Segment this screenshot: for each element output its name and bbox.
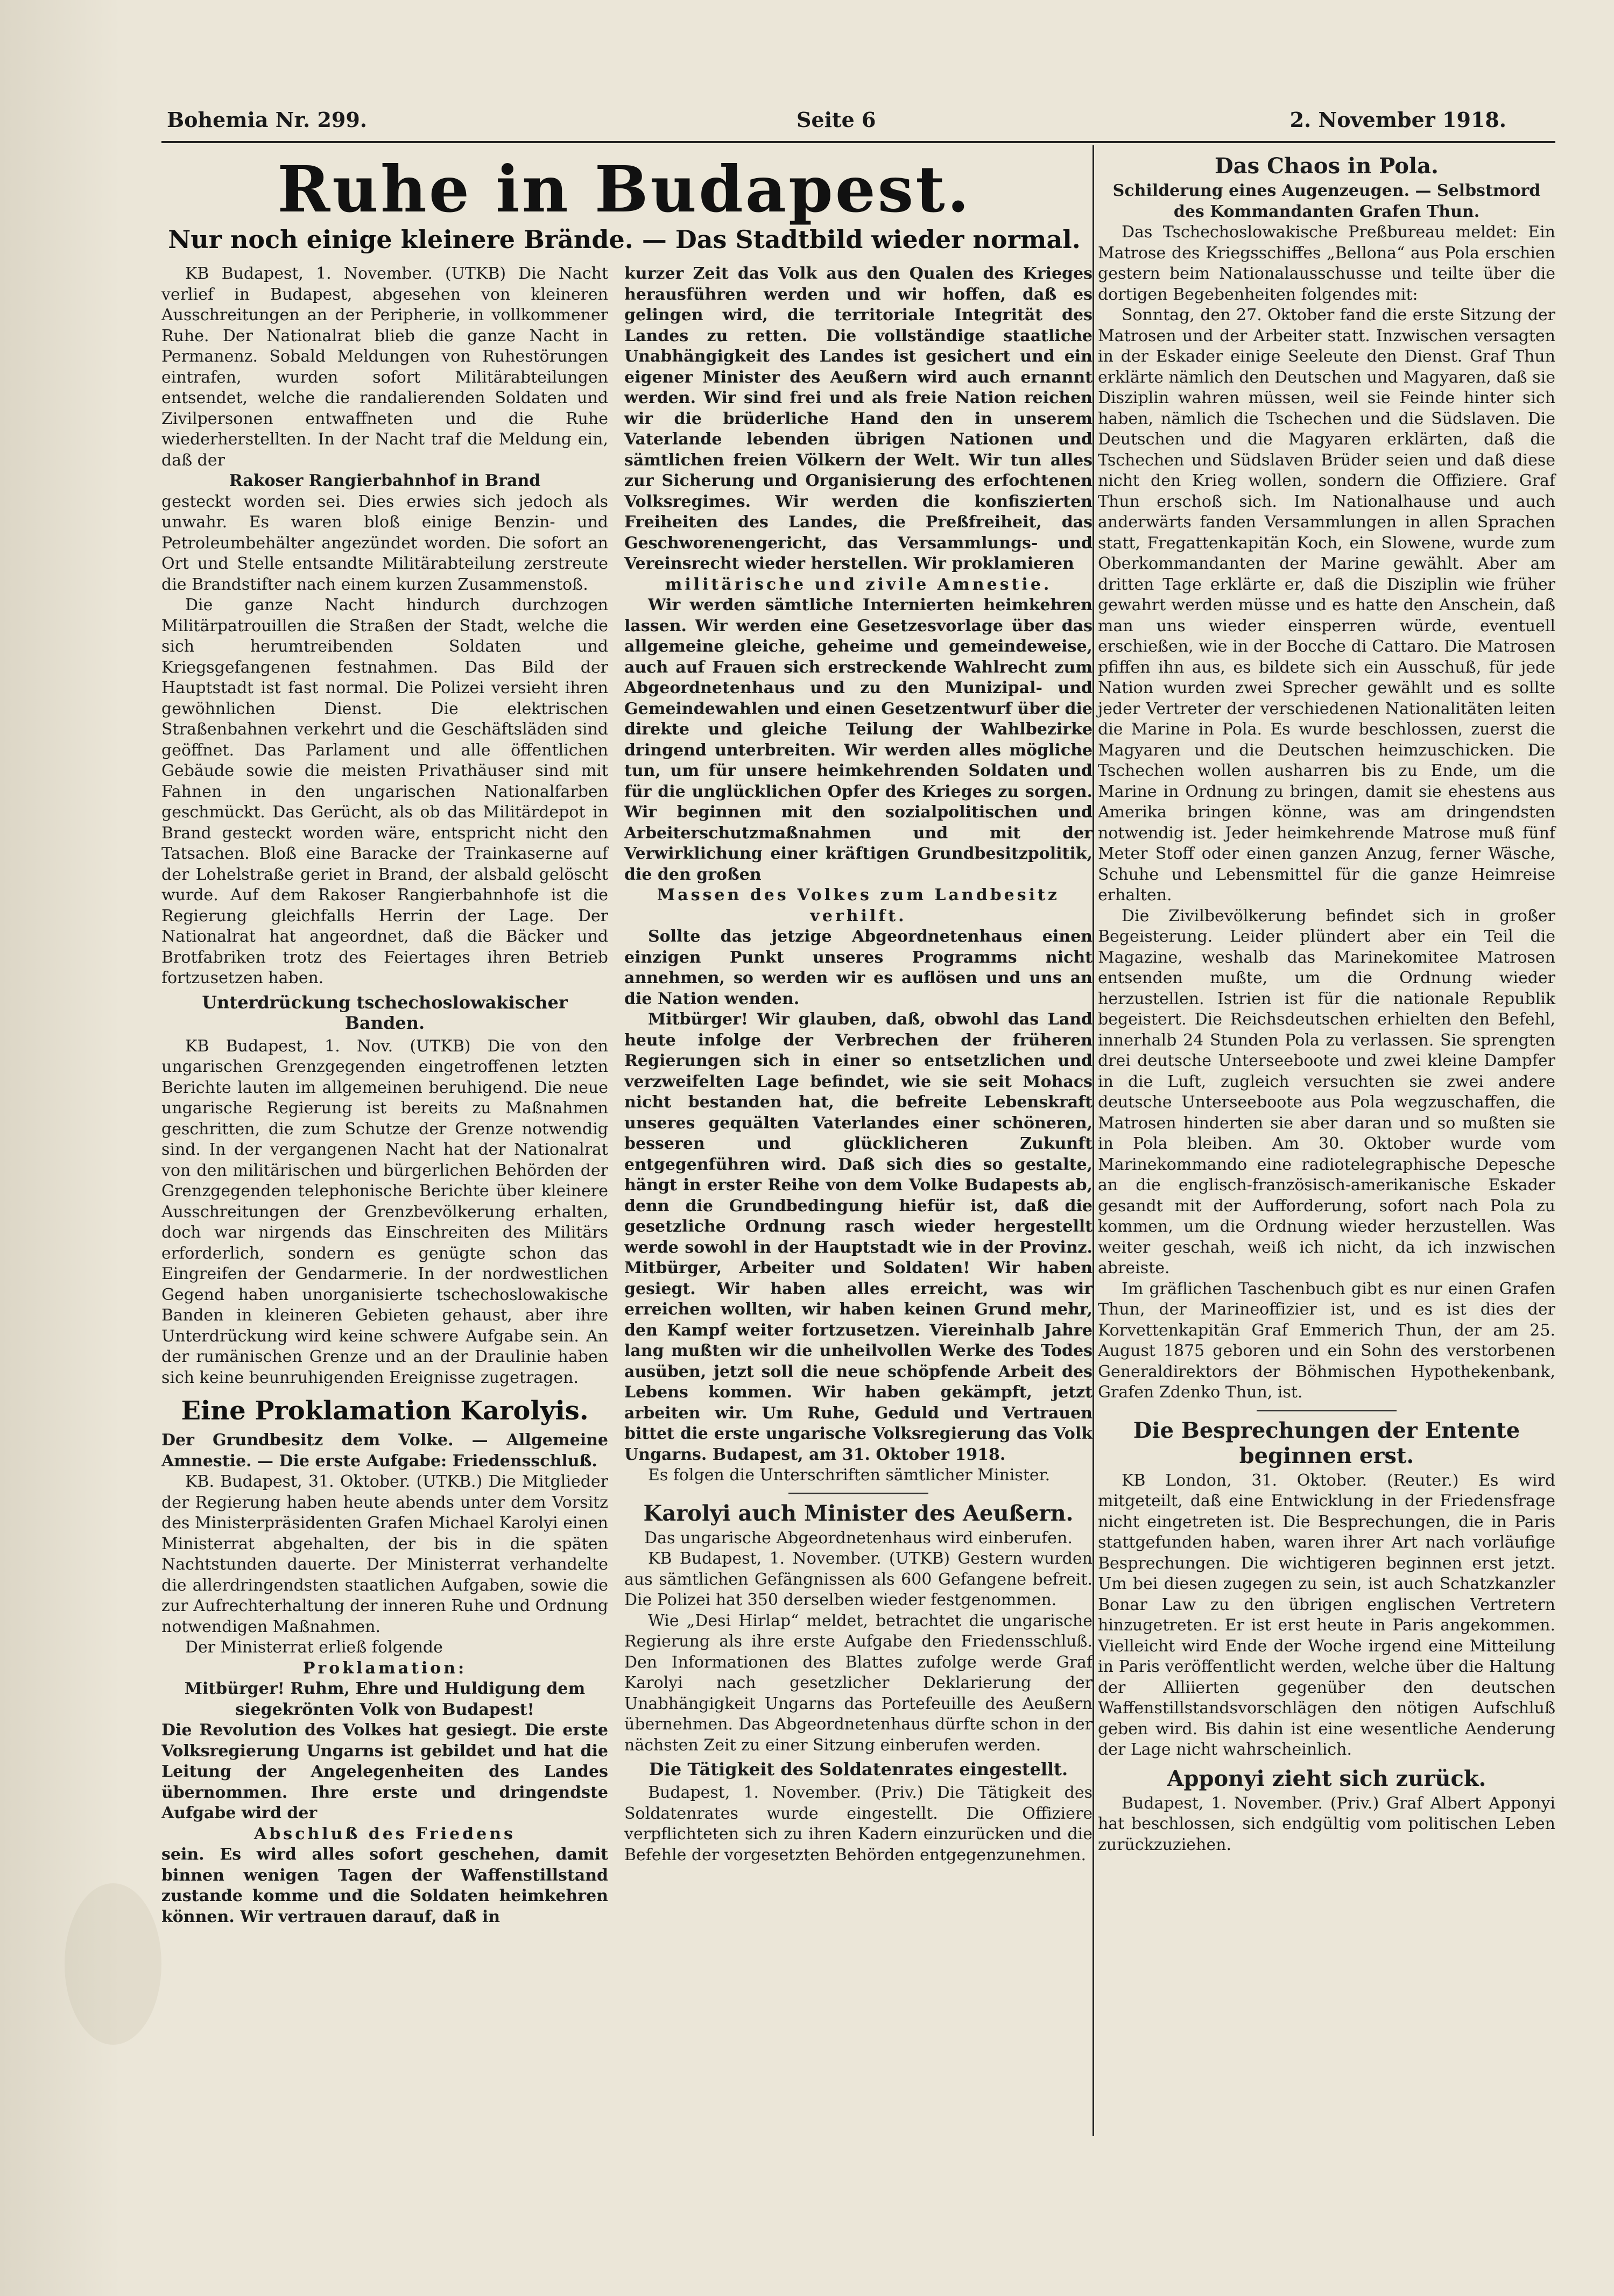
section-title: Apponyi zieht sich zurück. bbox=[1167, 1765, 1486, 1791]
article-paragraph: gesteckt worden sei. Dies erwies sich jedoch als unwahr. Es waren bloß einige Benzin- und Petroleumbehälter angezündet worden. Die sofort an Ort und Stelle entsandte Militärabteilung zerstreute die Brandstifter nach einem kurzen Zusammenstoß. bbox=[161, 492, 608, 594]
section-title: Eine Proklamation Karolyis. bbox=[181, 1396, 589, 1426]
section-divider bbox=[1257, 1410, 1397, 1411]
article-paragraph: KB Budapest, 1. Nov. (UTKB) Die von den ungarischen Grenzgegenden eingetroffenen letzten Berichte lauten im allgemeinen beruhigend. Die neue ungarische Regierung ist bereits zu Maßnahmen geschritten, die zum Schutze der Grenze notwendig sind. In der vergangenen Nacht hat der Nationalrat von den militärischen und bürgerlichen Behörden der Grenzgegenden telephonische Berichte über kleinere Ausschreitungen der Grenzbevölkerung erhalten, doch war nirgends das Einschreiten des Militärs erforderlich, sondern es genügte schon das Eingreifen der Gendarmerie. In der nordwestlichen Gegend haben unorganisierte tschechoslowakische Banden in kleineren Gebieten gehaust, aber ihre Unterdrückung wird keine schwere Aufgabe sein. An der rumänischen Grenze und an der Draulinie haben sich keine beunruhigenden Ereignisse zugetragen. bbox=[161, 1036, 608, 1387]
article-paragraph: Der Ministerrat erließ folgende bbox=[185, 1638, 443, 1657]
proclamation-paragraph: Mitbürger! Wir glauben, daß, obwohl das Land heute infolge der Verbrechen der früheren Regierungen sich in einer so entsetzlichen und verzweifelten Lage befindet, wie sie seit Mohacs nicht bestanden hat, die befreite Lebenskraft unseres gequälten Vaterlandes einer schöneren, besseren und glücklicheren Zukunft entgegenführen wird. Daß sich dies so gestalte, hängt in erster Reihe von dem Volke Budapests ab, denn die Grundbedingung hiefür ist, daß die gesetzliche Ordnung rasch wieder hergestellt werde sowohl in der Hauptstadt wie in der Provinz. Mitbürger, Arbeiter und Soldaten! Wir haben gesiegt. Wir haben alles erreicht, was wir erreichen wollten, wir haben keinen Grund mehr, den Kampf weiter fortzusetzen. Viereinhalb Jahre lang mußten wir die unheilvollen Werke des Todes ausüben, jetzt soll die neue schöpfende Arbeit des Lebens kommen. Wir haben gekämpft, jetzt arbeiten wir. Um Ruhe, Geduld und Vertrauen bittet die erste ungarische Volksregierung das Volk Ungarns. Budapest, am 31. Oktober 1918. bbox=[624, 1010, 1093, 1464]
proclamation-line: Die Revolution des Volkes hat gesiegt. Die erste Volksregierung Ungarns ist gebildet und hat die Leitung der Angelegenheiten des Landes übernommen. Ihre erste und dringendste Aufgabe wird der bbox=[161, 1721, 608, 1822]
issue-number: Bohemia Nr. 299. bbox=[167, 108, 368, 132]
issue-date: 2. November 1918. bbox=[1289, 108, 1506, 132]
proclamation-heading: militärische und zivile Amnestie. bbox=[665, 575, 1052, 594]
article-paragraph: Wie „Desi Hirlap“ meldet, betrachtet die ungarische Regierung als ihre erste Aufgabe den Friedensschluß. Den Informationen des Blattes zufolge werde Graf Karolyi nach gesetzlicher Deklarierung der Unabhängigkeit Ungarns das Portefeuille des Aeußern übernehmen. Das Abgeordnetenhaus dürfte schon in der nächsten Zeit zu einer Sitzung einberufen werden. bbox=[624, 1611, 1093, 1755]
page-header bbox=[129, 105, 1506, 143]
article-paragraph: Die Zivilbevölkerung befindet sich in großer Begeisterung. Leider plündert aber ein Teil die Magazine, weshalb das Marinekomitee Matrosen entsenden mußte, um die Ordnung wieder herzustellen. Istrien ist für die nationale Republik begeistert. Die Reichsdeutschen erhielten den Befehl, innerhalb 24 Stunden Pola zu verlassen. Sie sprengten drei deutsche Unterseeboote und zwei kleine Dampfer in die Luft, zugleich versuchten sie zwei andere deutsche Unterseeboote aus Pola wegzuschaffen, die Matrosen hinderten sie aber daran und so mußten sie in Pola bleiben. Am 30. Oktober wurde vom Marinekommando eine radiotelegraphische Depesche an die englisch-französisch-amerikanische Eskader gesandt mit der Aufforderung, sofort nach Pola zu kommen, um die Ordnung wieder herzustellen. Was weiter geschah, weiß ich nicht, da ich inzwischen abreiste. bbox=[1098, 906, 1555, 1277]
article-paragraph: Budapest, 1. November. (Priv.) Graf Albert Apponyi hat beschlossen, sich endgültig vom politischen Leben zurückzuziehen. bbox=[1098, 1793, 1555, 1854]
page-number: Seite 6 bbox=[797, 108, 876, 132]
main-headline: Ruhe in Budapest. bbox=[277, 152, 971, 227]
proclamation-paragraph: Wir werden sämtliche Internierten heimkehren lassen. Wir werden eine Gesetzesvorlage über das allgemeine gleiche, geheime und gemeindeweise, auch auf Frauen sich erstreckende Wahlrecht zum Abgeordnetenhaus und zu den Munizipal- und Gemeindewahlen und einen Gesetzentwurf über die direkte und gleiche Teilung der Wahlbezirke dringend unterbreiten. Wir werden alles mögliche tun, um für unsere heimkehrenden Soldaten und für die unglücklichen Opfer des Krieges zu sorgen. Wir beginnen mit den sozialpolitischen und Arbeiterschutzmaßnahmen und mit der Verwirklichung einer kräftigen Grundbesitzpolitik, die den großen bbox=[624, 596, 1093, 884]
section-title: Die Besprechungen der Entente beginnen erst. bbox=[1133, 1417, 1520, 1468]
column-rule bbox=[1093, 145, 1094, 2136]
proclamation-heading: Proklamation: bbox=[302, 1658, 467, 1678]
proclamation-paragraph: Sollte das jetzige Abgeordnetenhaus einen einzigen Punkt unseres Programms nicht annehmen, so werden wir es auflösen und uns an die Nation wenden. bbox=[624, 927, 1093, 1008]
section-subtitle: Die Tätigkeit des Soldatenrates eingestellt. bbox=[649, 1759, 1068, 1779]
proclamation-heading: Abschluß des Friedens bbox=[254, 1824, 516, 1843]
section-deck: Schilderung eines Augenzeugen. — Selbstmord des Kommandanten Grafen Thun. bbox=[1112, 181, 1541, 221]
article-paragraph: KB Budapest, 1. November. (UTKB) Gestern wurden aus sämtlichen Gefängnissen als 600 Gefangene befreit. Die Polizei hat 350 derselben wieder festgenommen. bbox=[624, 1549, 1093, 1609]
section-title: Das Chaos in Pola. bbox=[1215, 153, 1439, 179]
section-subtitle: Unterdrückung tschechoslowakischer Banden. bbox=[202, 992, 568, 1033]
article-paragraph: Es folgen die Unterschriften sämtlicher Minister. bbox=[648, 1466, 1051, 1485]
article-paragraph: KB. Budapest, 31. Oktober. (UTKB.) Die Mitglieder der Regierung haben heute abends unter dem Vorsitz des Ministerpräsidenten Grafen Michael Karolyi einen Ministerrat abgehalten, der bis in die späten Nachtstunden dauerte. Der Ministerrat verhandelte die allerdringendsten staatlichen Aufgaben, sowie die zur Aufrechterhaltung der inneren Ruhe und Ordnung notwendigen Maßnahmen. bbox=[161, 1472, 608, 1636]
proclamation-line: sein. Es wird alles sofort geschehen, damit binnen wenigen Tagen der Waffenstillstand zustande komme und die Soldaten heimkehren können. Wir vertrauen darauf, daß in bbox=[161, 1845, 608, 1926]
section-deck: Der Grundbesitz dem Volke. — Allgemeine Amnestie. — Die erste Aufgabe: Friedensschluß. bbox=[161, 1431, 608, 1471]
article-paragraph: KB London, 31. Oktober. (Reuter.) Es wird mitgeteilt, daß eine Entwicklung in der Friedensfrage nicht eingetreten ist. Die Besprechungen, die in Paris stattgefunden haben, waren ihrer Art nach vorläufige Besprechungen. Die wichtigeren beginnen erst jetzt. Um bei diesen zugegen zu sein, ist auch Schatzkanzler Bonar Law zu den übrigen englischen Vertretern hinzugetreten. Er ist erst heute in Paris angekommen. Vielleicht wird Ende der Woche irgend eine Mitteilung in Paris veröffentlicht werden, welche über die Haltung der Alliierten gegenüber den deutschen Waffenstillstandsvorschlägen den nötigen Aufschluß geben wird. Bis dahin ist eine wesentliche Aenderung der Lage nicht wahrscheinlich. bbox=[1098, 1471, 1555, 1759]
section-title: Karolyi auch Minister des Aeußern. bbox=[643, 1500, 1074, 1526]
article-paragraph: Budapest, 1. November. (Priv.) Die Tätigkeit des Soldatenrates wurde eingestellt. Die Offiziere verpflichteten sich zu ihren Kadern einzurücken und die Befehle der vorgesetzten Behörden entgegenzunehmen. bbox=[624, 1783, 1093, 1864]
right-column bbox=[1098, 148, 1555, 1855]
proclamation-paragraph: kurzer Zeit das Volk aus den Qualen des Krieges herausführen werden und wir hoffen, daß es gelingen wird, die territoriale Integrität des Landes zu retten. Die vollständige staatliche Unabhängigkeit des Landes ist gesichert und ein eigener Minister des Aeußern wird auch ernannt werden. Wir sind frei und als freie Nation reichen wir die brüderliche Hand den in unserem Vaterlande lebenden übrigen Nationen und sämtlichen freien Völkern der Welt. Wir tun alles zur Sicherung und Organisierung des erfochtenen Volksregimes. Wir werden die konfiszierten Freiheiten des Landes, die Preßfreiheit, das Geschworenengericht, das Versammlungs- und Vereinsrecht wieder herstellen. Wir proklamieren bbox=[624, 264, 1093, 573]
article-paragraph: Im gräflichen Taschenbuch gibt es nur einen Grafen Thun, der Marineoffizier ist, und es ist dies der Korvettenkapitän Graf Emmerich Thun, der am 25. August 1875 geboren und ein Sohn des verstorbenen Generaldirektors der Böhmischen Hypothekenbank, Grafen Zdenko Thun, ist. bbox=[1098, 1279, 1555, 1402]
proclamation-line: Mitbürger! Ruhm, Ehre und Huldigung dem siegekrönten Volk von Budapest! bbox=[184, 1679, 586, 1719]
bold-line: Rakoser Rangierbahnhof in Brand bbox=[229, 471, 541, 490]
proclamation-heading: Massen des Volkes zum Landbesitz verhilft. bbox=[657, 886, 1060, 926]
header-rule bbox=[161, 141, 1555, 143]
article-paragraph: Das Tschechoslowakische Preßbureau meldet: Ein Matrose des Kriegsschiffes „Bellona“ aus Pola erschien gestern beim Nationalausschusse und teilte über die dortigen Begebenheiten folgendes mit: bbox=[1098, 223, 1555, 304]
main-subheadline: Nur noch einige kleinere Brände. — Das Stadtbild wieder normal. bbox=[168, 225, 1081, 254]
article-paragraph: Die ganze Nacht hindurch durchzogen Militärpatrouillen die Straßen der Stadt, welche die sich herumtreibenden Soldaten und Kriegsgefangenen festnahmen. Das Bild der Hauptstadt ist fast normal. Die Polizei versieht ihren gewöhnlichen Dienst. Die elektrischen Straßenbahnen verkehrt und die Geschäftsläden sind geöffnet. Das Parlament und alle öffentlichen Gebäude sowie die meisten Privathäuser sind mit Fahnen in den ungarischen Nationalfarben geschmückt. Das Gerücht, als ob das Militärdepot in Brand gesteckt worden wäre, entspricht nicht den Tatsachen. Bloß eine Baracke der Trainkaserne auf der Lohelstraße geriet in Brand, der alsbald gelöscht wurde. Auf dem Rakoser Rangierbahnhofe ist die Regierung gleichfalls Herrin der Lage. Der Nationalrat hat angeordnet, daß die Bäcker und Brotfabriken trotz des Feiertages ihren Betrieb fortzusetzen haben. bbox=[161, 596, 608, 987]
section-deck: Das ungarische Abgeordnetenhaus wird einberufen. bbox=[644, 1528, 1073, 1548]
paper-stain bbox=[65, 1883, 161, 2045]
section-divider bbox=[788, 1493, 928, 1494]
left-column bbox=[161, 264, 608, 1927]
center-column bbox=[624, 264, 1093, 1866]
article-paragraph: KB Budapest, 1. November. (UTKB) Die Nacht verlief in Budapest, abgesehen von kleineren Ausschreitungen an der Peripherie, in vollkommener Ruhe. Der Nationalrat blieb die ganze Nacht in Permanenz. Sobald Meldungen von Ruhestörungen eintrafen, wurden sofort Militärabteilungen entsendet, welche die randalierenden Soldaten und Zivilpersonen entwaffneten und die Ruhe wiederherstellten. In der Nacht traf die Meldung ein, daß der bbox=[161, 264, 608, 470]
article-paragraph: Sonntag, den 27. Oktober fand die erste Sitzung der Matrosen und der Arbeiter statt. Inzwischen versagten in der Eskader einige Seeleute den Dienst. Graf Thun erklärte nämlich den Deutschen und Magyaren, daß sie Disziplin wahren müssen, weil sie Feinde hinter sich haben, nämlich die Tschechen und die Südslaven. Die Deutschen und die Magyaren erklärten, daß die Tschechen und Südslaven Brüder seien und daß diese nicht den Krieg wollen, sondern die Offiziere. Graf Thun erschoß sich. Im Nationalhause und auch anderwärts fanden Versammlungen in allen Sprachen statt, Fregattenkapitän Koch, ein Slowene, wurde zum Oberkommandanten der Marine gewählt. Aber am dritten Tage erklärte er, daß die Disziplin wie früher gewahrt werden müsse und es hatte den Anschein, daß man uns wieder einsperren würde, eventuell erschießen, wie in der Bocche di Cattaro. Die Matrosen pfiffen ihn aus, es bildete sich ein Ausschuß, für jede Nation wurden zwei Sprecher gewählt und es sollte jeder Vertreter der verschiedenen Nationalitäten leiten die Marine in Pola. Es wurde beschlossen, zuerst die Magyaren und die Deutschen heimzuschicken. Die Tschechen wollen ausharren bis zu Ende, um die Marine in Ordnung zu bringen, damit sie ehestens aus Amerika bringen könne, was am dringendsten notwendig ist. Jeder heimkehrende Matrose muß fünf Meter Stoff oder einen ganzen Anzug, ferner Wäsche, Schuhe und Lebensmittel für die ganze Heimreise erhalten. bbox=[1098, 306, 1555, 905]
